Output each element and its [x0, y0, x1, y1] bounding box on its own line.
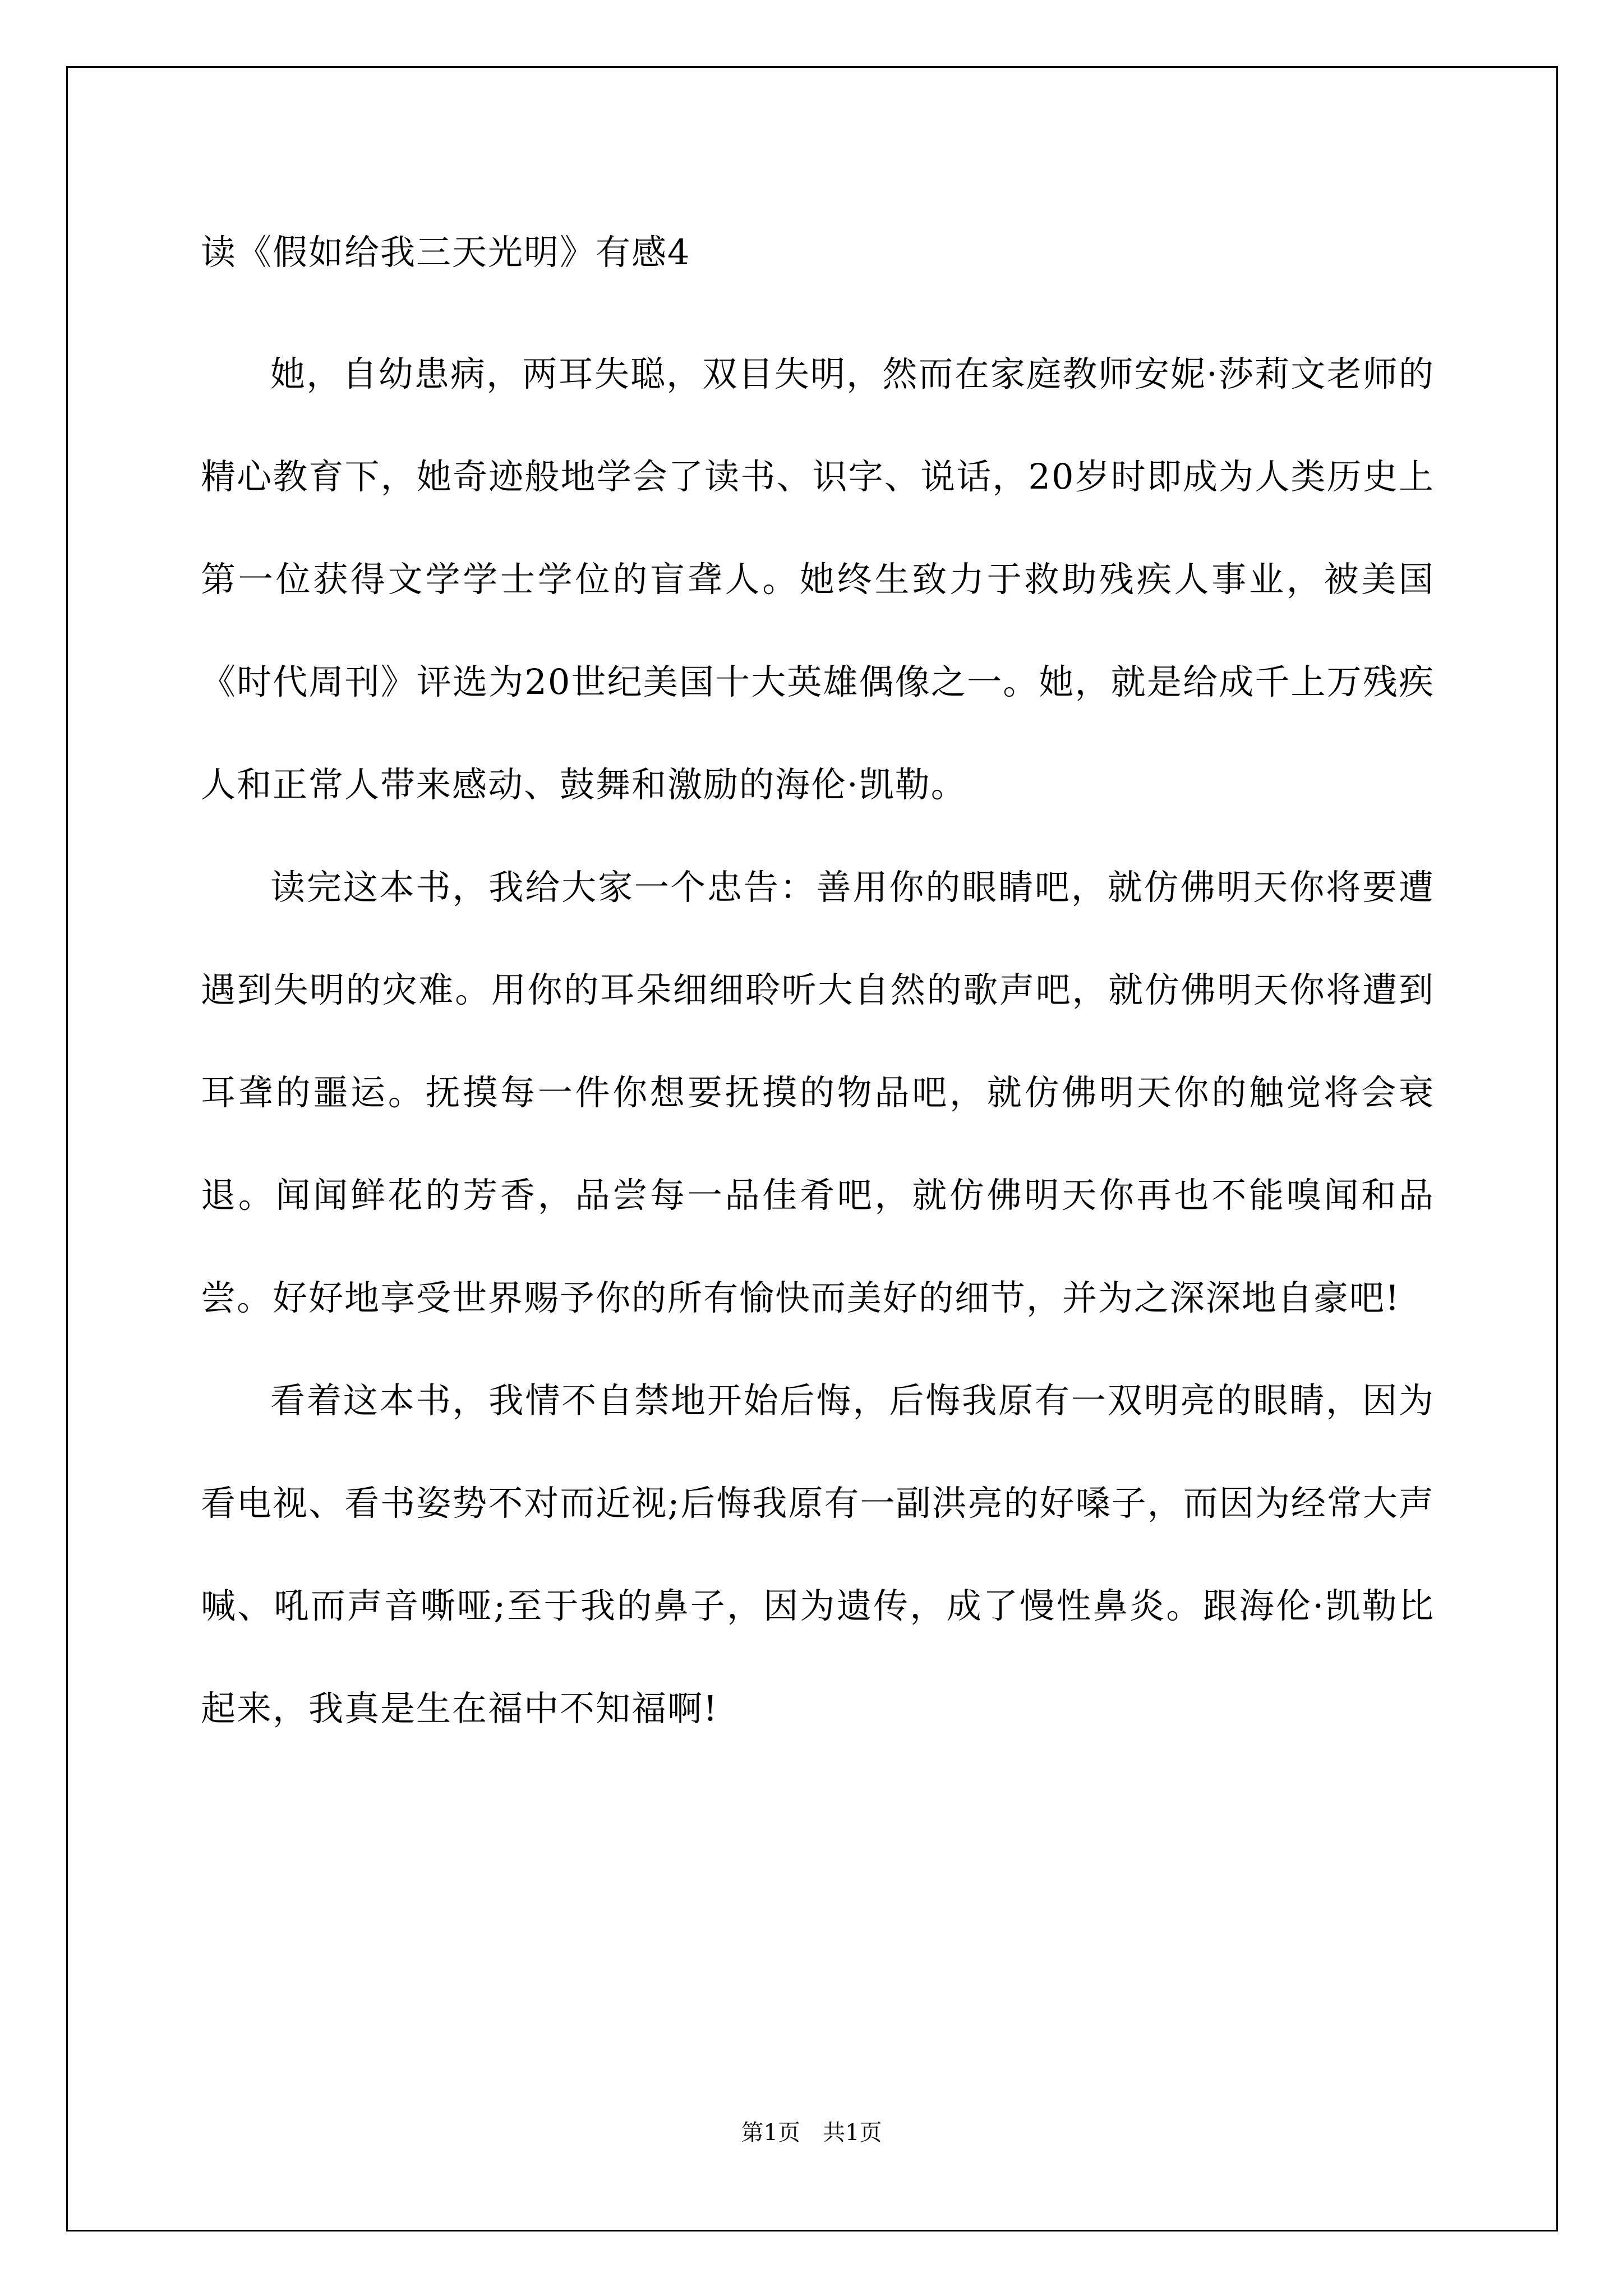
paragraph-1: 她，自幼患病，两耳失聪，双目失明，然而在家庭教师安妮·莎莉文老师的精心教育下，她奇迹般地学会了读书、识字、说话，20岁时即成为人类历史上第一位获得文学学士学位的盲聋人。她终生致力于救助残疾人事业，被美国《时代周刊》评选为20世纪美国十大英雄偶像之一。她，就是给成千上万残疾人和正常人带来感动、鼓舞和激励的海伦·凯勒。 [201, 353, 1435, 805]
paragraph-3: 看着这本书，我情不自禁地开始后悔，后悔我原有一双明亮的眼睛，因为看电视、看书姿势不对而近视;后悔我原有一副洪亮的好嗓子，而因为经常大声喊、吼而声音嘶哑;至于我的鼻子，因为遗传，成了慢性鼻炎。跟海伦·凯勒比起来，我真是生在福中不知福啊! [201, 1380, 1435, 1729]
paragraph-2: 读完这本书，我给大家一个忠告：善用你的眼睛吧，就仿佛明天你将要遭遇到失明的灾难。用你的耳朵细细聆听大自然的歌声吧，就仿佛明天你将遭到耳聋的噩运。抚摸每一件你想要抚摸的物品吧，就仿佛明天你的触觉将会衰退。闻闻鲜花的芳香，品尝每一品佳肴吧，就仿佛明天你再也不能嗅闻和品尝。好好地享受世界赐予你的所有愉快而美好的细节，并为之深深地自豪吧! [201, 867, 1435, 1318]
page-footer: 第1页 共1页 [741, 2120, 882, 2146]
document-title: 读《假如给我三天光明》有感4 [201, 232, 691, 273]
document-body [201, 222, 1435, 1760]
